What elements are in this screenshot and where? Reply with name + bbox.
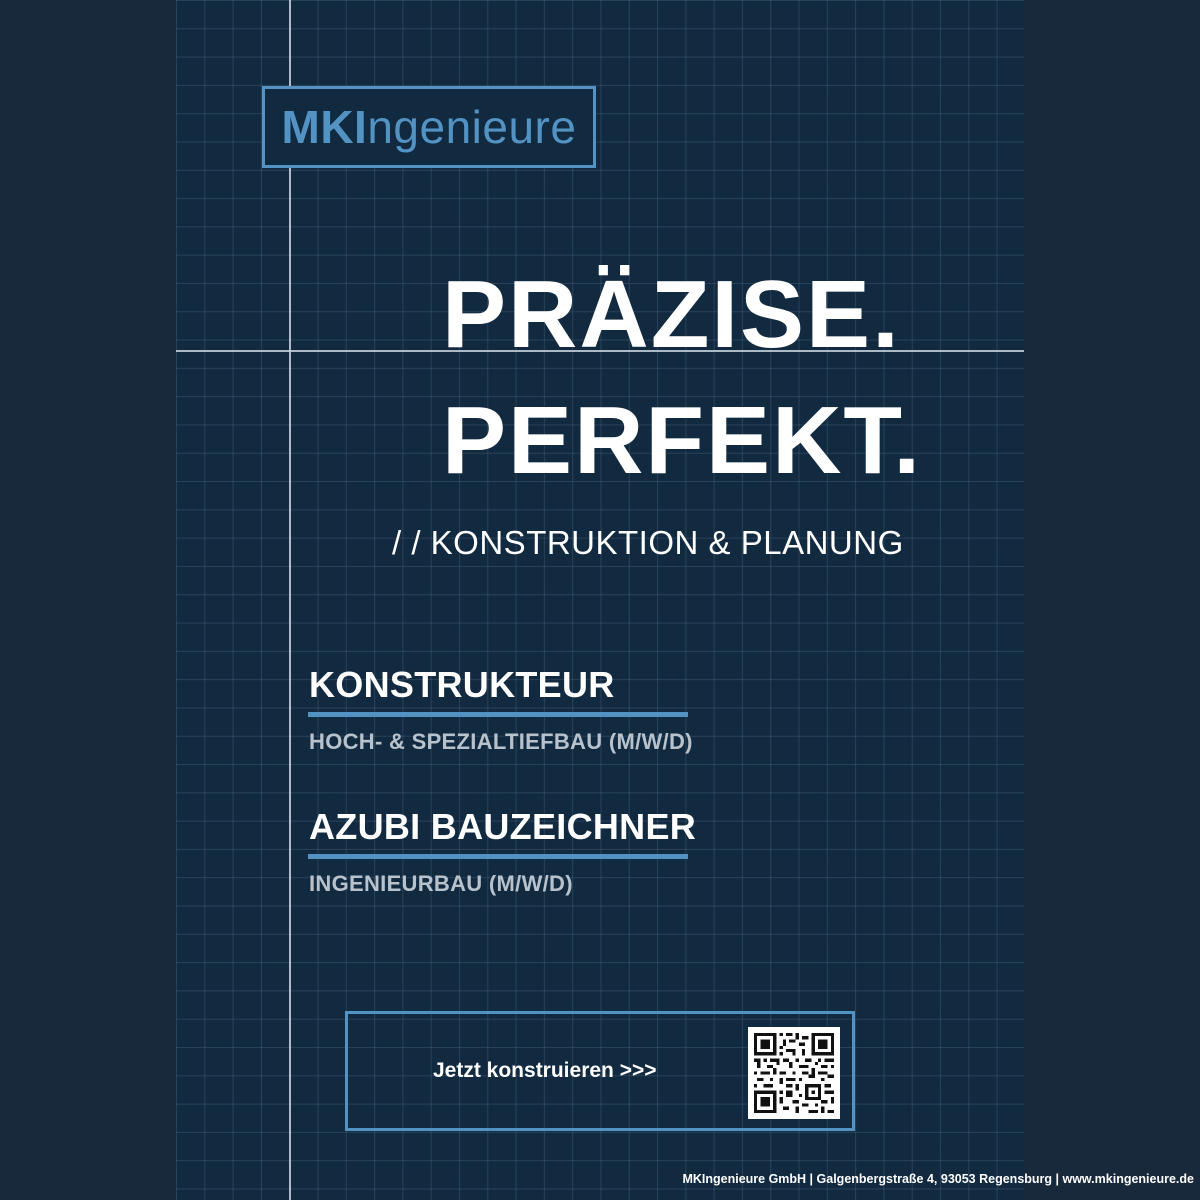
logo-text [282, 100, 577, 154]
job-underline [308, 712, 688, 717]
job-underline [308, 854, 688, 859]
job-subtitle-konstrukteur: HOCH- & SPEZIALTIEFBAU (M/W/D) [309, 729, 693, 754]
job-subtitle-azubi: INGENIEURBAU (M/W/D) [309, 871, 573, 896]
tagline: / / KONSTRUKTION & PLANUNG [392, 524, 904, 561]
headline-line-1: PRÄZISE. [442, 261, 901, 368]
headline-line-2: PERFEKT. [442, 387, 923, 494]
logo [262, 86, 596, 168]
logo-regular-part: ngenieure [367, 101, 577, 153]
cta-label[interactable]: Jetzt konstruieren >>> [433, 1059, 657, 1082]
logo-bold-part: MKI [281, 101, 368, 153]
qr-code-icon[interactable] [748, 1027, 840, 1119]
vertical-guide-line [289, 0, 291, 1200]
job-title-konstrukteur: KONSTRUKTEUR [309, 664, 615, 705]
poster [176, 0, 1024, 1200]
job-title-azubi: AZUBI BAUZEICHNER [309, 806, 697, 847]
qr-code-graphic [754, 1033, 834, 1113]
cta-box[interactable] [345, 1011, 855, 1131]
footer-contact: MKIngenieure GmbH | Galgenbergstraße 4, 93053 Regensburg | www.mkingenieure.de [682, 1172, 1194, 1186]
